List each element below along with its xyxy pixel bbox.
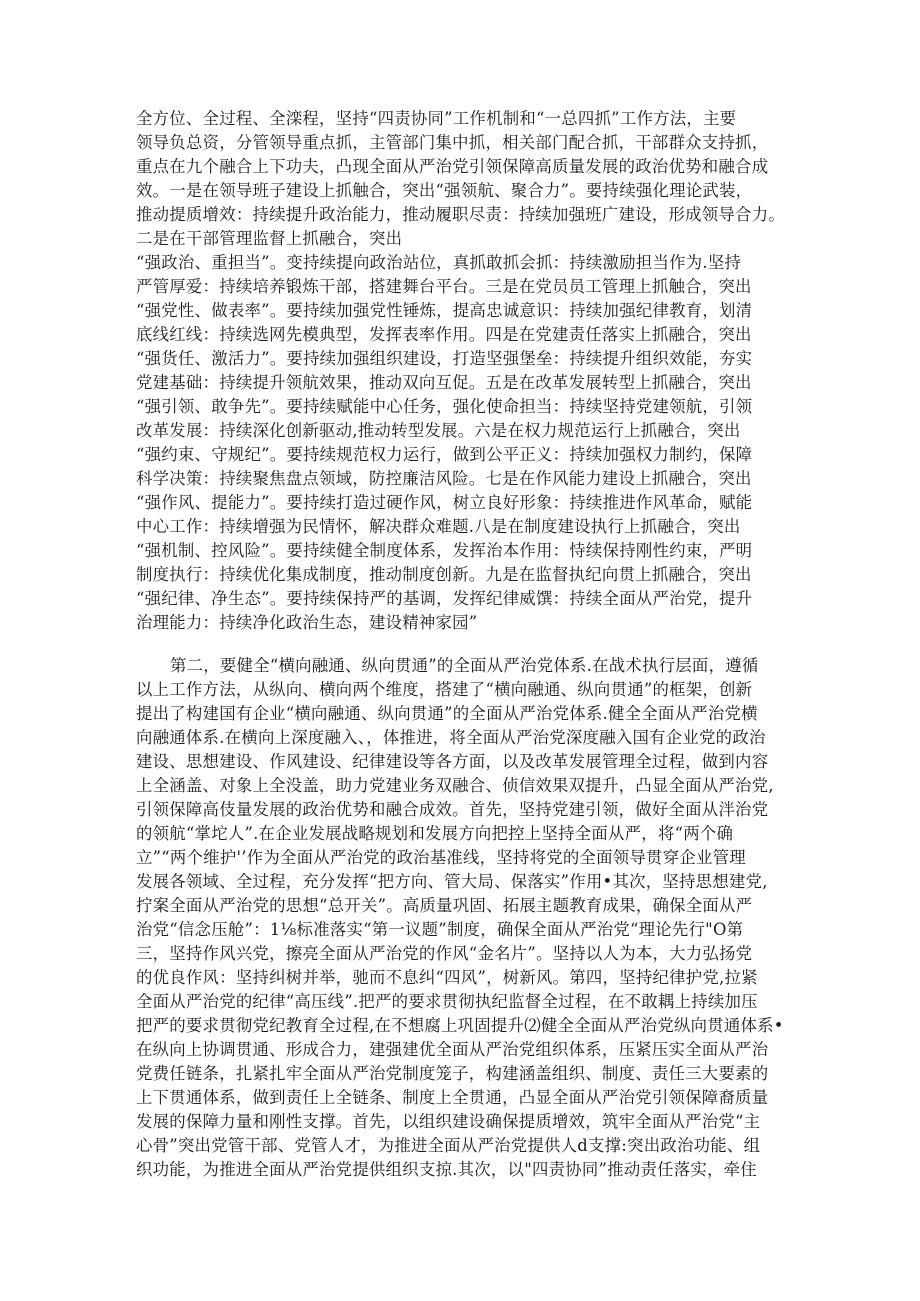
text-line: 全面从严治党的纪律“高压线”.把严的要求贯彻执纪监督全过程，在不敢耦上持续加压 — [136, 992, 758, 1011]
text-line: 二是在干部管理监督上抓融合，突出 — [136, 229, 403, 248]
text-line: 向融通体系.在横向上深度融入、，体推进，将全面从严治党深度融入国有企业党的政治 — [136, 728, 766, 747]
text-line: 治党“信念压舱”：1⅛标准落实“第一议题”制度，确保全面从严治党“理论先行"O第 — [136, 920, 744, 939]
text-line: “强党性、做表率”。要持续加强党性锤炼，提高忠诚意识：持续加强纪律教育，划清 — [136, 301, 753, 320]
text-line: “强政治、重担当”。变持续提向政治站位，真抓敢抓会抓：持续激励担当作为.坚持 — [136, 253, 742, 272]
text-line: 科学决策：持续聚焦盘点领域，防控廉洁风险。七是在作风能力建设上抓融合，突出 — [136, 469, 752, 488]
text-line: 以上工作方法，从纵向、横向两个维度，搭建了“横向融通、纵向贯通”的框架，创新 — [136, 680, 753, 699]
text-line: 拧案全面从严治党的思想“总开关”。高质量巩固、拓展主题教育成果，确保全面从严 — [136, 896, 753, 915]
text-line: 党建基础：持续提升领航效果，推动双向互促。五是在改革发展转型上抓融合，突出 — [136, 373, 752, 392]
text-line: 全方位、全过程、全滦程，坚持“四责协同”工作机制和“一总四抓”工作方法，主要 — [136, 109, 737, 128]
text-line: 三，坚持作风兴党，擦亮全面从严治党的作风“金名片”。坚持以人为本，大力弘扬党 — [136, 944, 753, 963]
text-line: “强引领、敢争先”。要持续赋能中心任务，强化使命担当：持续坚持党建领航，引领 — [136, 397, 753, 416]
text-line: “强纪律、净生态”。要持续保持严的基调，发挥纪律威馔：持续全面从严治党，提升 — [136, 589, 753, 608]
text-line: 上下贯通体系，做到责任上全链条、制度上全贯通，凸显全面从严治党引领保障裔质量 — [136, 1088, 769, 1107]
text-line: 重点在九个融合上下功夫，凸现全面从严治党引领保障高质量发展的政治优势和融合成 — [136, 157, 769, 176]
text-line: 推动提质增效：持续提升政治能力，推动履职尽责：持续加强班广建设，形成领导合力。 — [136, 205, 785, 224]
text-line: 心骨”突出党管干部、党管人才，为推进全面从严治党提供人d支撑:突出政治功能、组 — [136, 1136, 761, 1155]
text-line: “强机制、控风险”。要持续健全制度体系，发挥治本作用：恃续保持刚性约束，严明 — [136, 541, 753, 560]
text-line: 建设、思想建设、作风建设、纪律建设等各方面，以及改革发展管理全过程，做到内容 — [136, 752, 769, 771]
text-line: “强货任、激活力”。要持续加强组织建设，打造坚强堡垒：持续提升组织效能，夯实 — [136, 349, 753, 368]
text-line: 党费任链条，扎紧扎牢全面从严治党制度笼子，构建涵盖组织、制度、责任三大要素的 — [136, 1064, 769, 1083]
text-line: 效。一是在领导班子建设上抓触合，突出“强领航、聚合力”。要持续强化理论武装， — [136, 181, 753, 200]
text-line: 织功能，为推进全面从严治党提供组织支掠.其次，以"四责协同”推动责任落实，牵住 — [136, 1160, 757, 1179]
text-line: 提出了构建国有企业“横向融通、纵向贯通”的全面从严治党体系.健全全面从严治党横 — [136, 704, 758, 723]
text-line: 改革发展：持续深化创新驱动,推动转型发展。六是在权力规范运行上抓融合，突出 — [136, 421, 741, 440]
text-line: 引领保障高伎量发展的政治优势和融合成效。首先，坚持党建引领，做好全面从泮治党 — [136, 800, 769, 819]
text-line: 立”“两个维护'’作为全面从严治党的政治基准线，坚持将党的全面领导贯穿企业管理 — [136, 848, 746, 867]
text-line: 的优良作风：坚持纠树并举，驰而不息纠“四风”，树新风。第四，坚持纪律护党,拉紧 — [136, 968, 758, 987]
text-line: 上全涵盖、对象上全没盖，助力党建业务双融合、侦信效果双提升，凸显全面从严治党, — [136, 776, 774, 795]
text-line: 把严的要求贯彻党纪教育全过程,在不想腐上巩固提升⑵健全全面从严治党纵向贯通体系• — [136, 1016, 784, 1035]
text-line: 治理能力：持续净化政治生态，建设精神家园” — [136, 613, 478, 632]
text-line: 领导负总资，分管领导重点抓，主管部门集中抓，相关部门配合抓，干部群众支持抓， — [136, 133, 769, 152]
text-line: “强约束、守规纪”。要持续规范权力运行，做到公平正义：持续加强权力制约，保障 — [136, 445, 753, 464]
text-line: “强作风、提能力”。要持续打造过硬作风，树立良好形象：持续推进作风革命，赋能 — [136, 493, 753, 512]
text-line: 制度执行：持续优化集成制度，推动制度创新。九是在监督执纪向贯上抓融合，突出 — [136, 565, 752, 584]
text-line: 底线红线：持续选网先模典型，发挥表率作用。四是在党建责任落实上抓融合，突出 — [136, 325, 752, 344]
text-line: 的领航“掌坨人”.在企业发展战略规划和发展方向把控上坚持全面从严，将“两个确 — [136, 824, 734, 843]
paragraph-first-line: 第二，要健全“横向融通、纵向贯通”的全面从严治党体系.在战术执行层面，遵循 — [170, 656, 759, 675]
text-line: 在纵向上协调贯通、形成合力，建强建优全面从严治党组织体系，压紧压实全面从严治 — [136, 1040, 769, 1059]
text-line: 严管厚爱：持续培养锻炼干部，搭建舞台平台。三是在党员员工管理上抓触合，突出 — [136, 277, 752, 296]
text-line: 发展各领域、全过程，充分发挥“把方向、管大局、保落实”作用•其次，坚持思想建党, — [136, 872, 768, 891]
text-line: 中心工作：持续增强为民情怀，解决群众难题.八是在制度建设执行上抓融合，突出 — [136, 517, 741, 536]
text-line: 发展的保障力量和刚性支撑。首先，以组织建设确保提质增效，筑牢全面从严治党“主 — [136, 1112, 761, 1131]
